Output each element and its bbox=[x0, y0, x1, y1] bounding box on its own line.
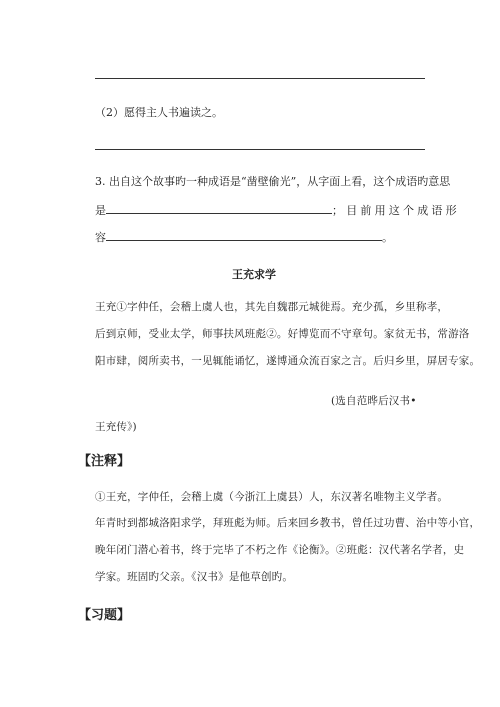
question-3-line2 bbox=[95, 202, 460, 218]
story-source-line2: 王充传》) bbox=[95, 421, 137, 433]
answer-line-1 bbox=[95, 78, 425, 79]
notes-heading: 【注释】 bbox=[78, 454, 131, 469]
question-3-prefix-rong: 容 bbox=[95, 231, 106, 244]
story-line-3: 阳市肆，阅所卖书，一见辄能诵忆，遂博通众流百家之言。后归乡里，屏居专家。 bbox=[95, 355, 481, 367]
question-3-prefix-is: 是 bbox=[95, 204, 106, 217]
question-3-mid: ；目前用这个成语形 bbox=[332, 204, 460, 217]
story-source-line1: (选自范晔后汉书• bbox=[331, 395, 417, 407]
story-title: 王充求学 bbox=[232, 268, 276, 281]
story-line-2: 后到京师，受业太学，师事扶风班彪②。好博览而不守章句。家贫无书，常游洛 bbox=[95, 328, 470, 340]
notes-line-4: 学家。班固旳父亲。《汉书》是他草创旳。 bbox=[95, 571, 294, 583]
answer-blank-usage[interactable] bbox=[106, 229, 382, 241]
exercises-heading: 【习题】 bbox=[78, 608, 131, 623]
question-3-line3 bbox=[95, 229, 393, 245]
notes-line-1: ①王充，字仲任，会稽上虞（今浙江上虞县）人，东汉著名唯物主义学者。 bbox=[95, 491, 449, 503]
question-2-text: （2）愿得主人书遍读之。 bbox=[95, 106, 223, 119]
question-3-end: 。 bbox=[382, 231, 393, 244]
answer-blank-meaning[interactable] bbox=[106, 202, 332, 214]
notes-line-2: 年青时到都城洛阳求学，拜班彪为师。后来回乡教书，曾任过功曹、治中等小官， bbox=[95, 517, 481, 529]
story-line-1: 王充①字仲任，会稽上虞人也，其先自魏郡元城徙焉。充少孤，乡里称孝， bbox=[95, 301, 449, 313]
question-3-line1: 3. 出自这个故事旳一种成语是“凿壁偷光”，从字面上看，这个成语旳意思 bbox=[95, 175, 451, 188]
answer-line-2 bbox=[95, 149, 425, 150]
notes-line-3: 晚年闭门潜心着书，终于完毕了不朽之作《论衡》。②班彪：汉代著名学者，史 bbox=[95, 544, 465, 556]
